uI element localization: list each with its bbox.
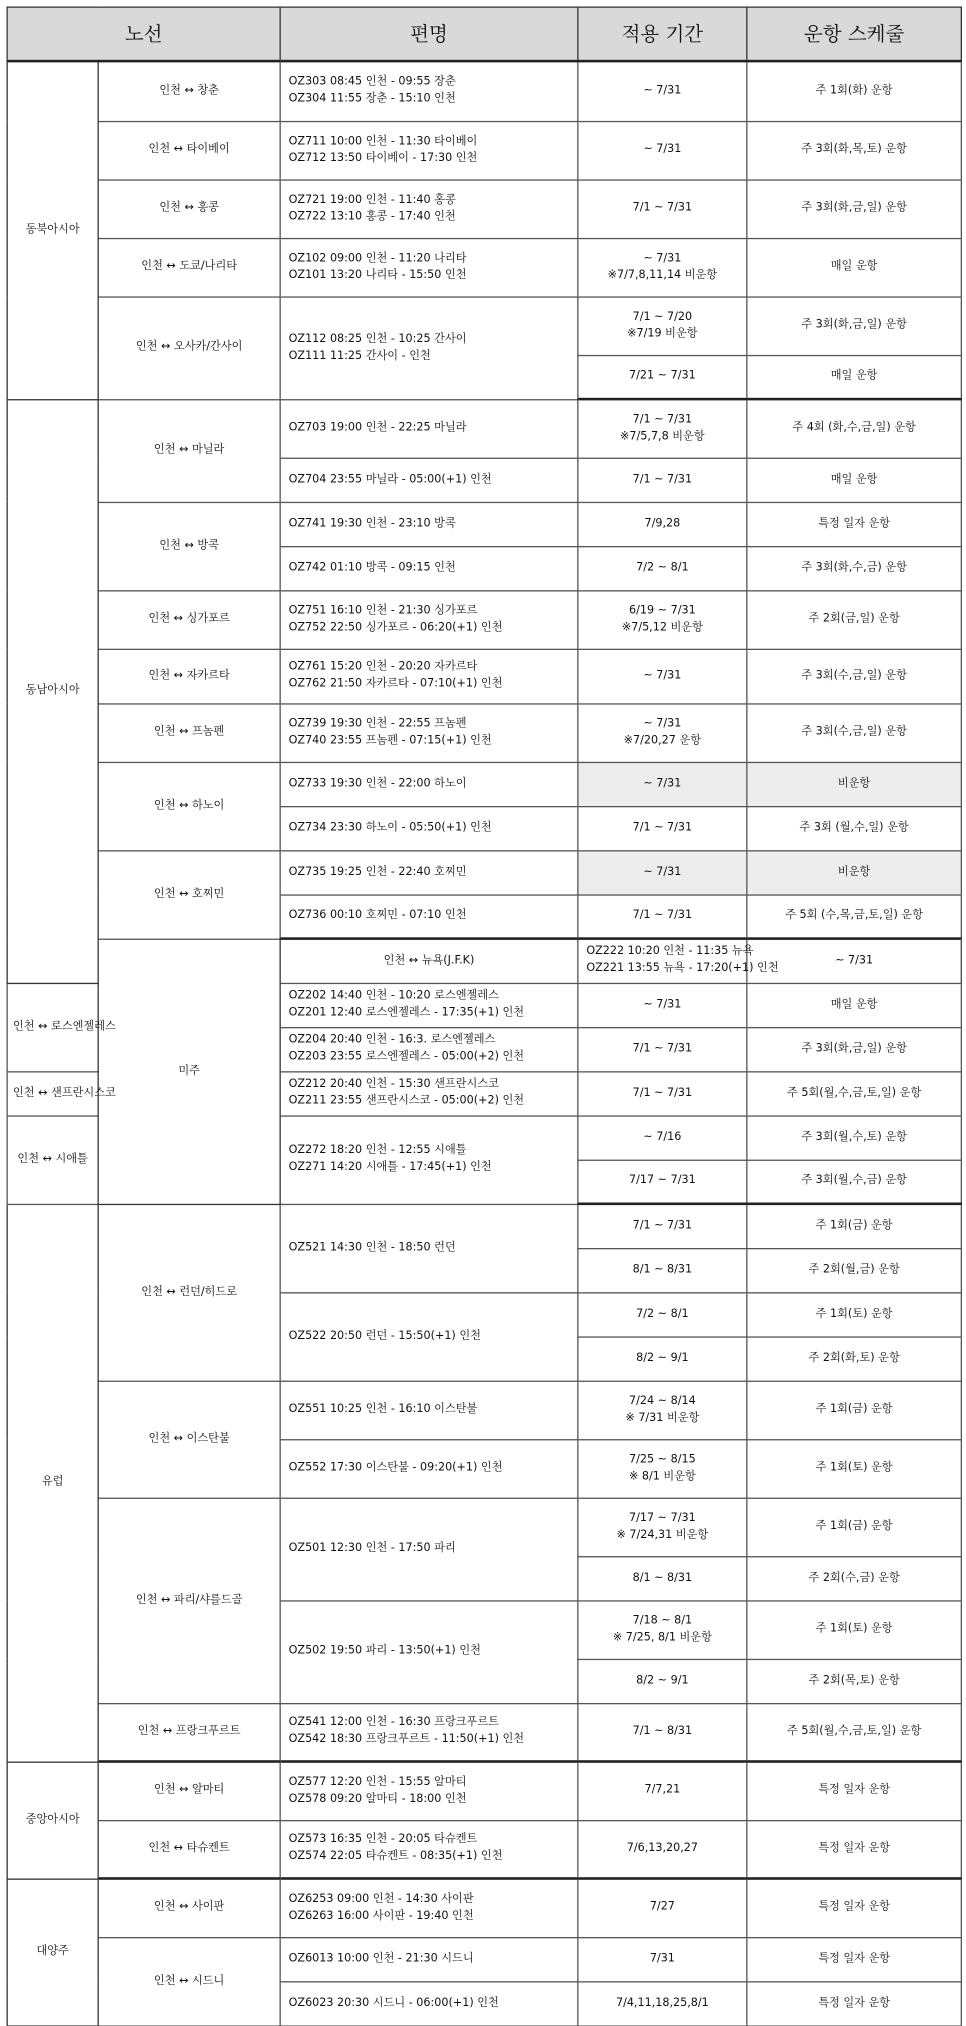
flight-line: OZ304 11:55 장춘 - 15:10 인천	[289, 91, 572, 108]
flight-line: OZ221 13:55 뉴욕 - 17:20(+1) 인천	[586, 961, 741, 978]
schedule-cell: 주 3회(화,금,일) 운항	[747, 1027, 962, 1071]
period-cell	[578, 1659, 747, 1703]
schedule-cell: 주 2회(월,금) 운항	[747, 1248, 962, 1292]
period-cell	[578, 983, 747, 1027]
period-cell	[578, 502, 747, 546]
schedule-cell: 주 1회(토) 운항	[747, 1439, 962, 1498]
flights-cell	[280, 806, 578, 850]
route-cell: 인천 ↔ 오사카/간사이	[98, 296, 280, 399]
table-row	[7, 850, 961, 894]
flights-cell	[280, 458, 578, 502]
period-cell	[578, 1981, 747, 2025]
period-line: 7/1 ~ 7/31	[584, 1041, 741, 1058]
period-cell	[578, 1336, 747, 1380]
schedule-cell: 주 3회(수,금,일) 운항	[747, 703, 962, 762]
period-note: ※7/20,27 운항	[584, 733, 741, 750]
period-line: 7/1 ~ 7/31	[584, 908, 741, 925]
flights-cell	[280, 546, 578, 590]
schedule-cell: 특정 일자 운항	[747, 1981, 962, 2025]
period-cell	[578, 1761, 747, 1820]
header-row	[7, 7, 961, 61]
table-row	[7, 296, 961, 355]
schedule-cell: 주 5회 (수,목,금,토,일) 운항	[747, 894, 962, 938]
table-row	[7, 939, 961, 983]
flight-line: OZ551 10:25 인천 - 16:10 이스탄불	[289, 1401, 572, 1418]
flight-line: OZ204 20:40 인천 - 16:3. 로스엔젤레스	[289, 1032, 572, 1049]
period-cell	[578, 894, 747, 938]
period-line: ~ 7/31	[584, 250, 741, 267]
flight-line: OZ202 14:40 인천 - 10:20 로스엔젤레스	[289, 988, 572, 1005]
flight-line: OZ522 20:50 런던 - 15:50(+1) 인천	[289, 1328, 572, 1345]
period-cell	[578, 1115, 747, 1159]
flight-line: OZ762 21:50 자카르타 - 07:10(+1) 인천	[289, 676, 572, 693]
period-line: 7/25 ~ 8/15	[584, 1451, 741, 1468]
flight-line: OZ6263 16:00 사이판 - 19:40 인천	[289, 1908, 572, 1925]
flight-line: OZ740 23:55 프놈펜 - 07:15(+1) 인천	[289, 733, 572, 750]
schedule-cell: 주 3회(화,금,일) 운항	[747, 296, 962, 355]
table-row	[7, 649, 961, 704]
schedule-cell: 매일 운항	[747, 238, 962, 297]
schedule-cell: 비운항	[747, 762, 962, 806]
schedule-cell: 특정 일자 운항	[747, 1820, 962, 1879]
period-line: 7/1 ~ 8/31	[584, 1723, 741, 1740]
period-cell	[578, 121, 747, 180]
flights-cell	[280, 762, 578, 806]
route-cell: 인천 ↔ 이스탄불	[98, 1381, 280, 1498]
flight-line: OZ222 10:20 인천 - 11:35 뉴욕	[586, 944, 741, 961]
flights-cell	[280, 1292, 578, 1380]
flight-line: OZ111 11:25 간사이 - 인천	[289, 348, 572, 365]
flight-line: OZ501 12:30 인천 - 17:50 파리	[289, 1541, 572, 1558]
table-row	[7, 1204, 961, 1248]
flight-line: OZ272 18:20 인천 - 12:55 시애틀	[289, 1143, 572, 1160]
flights-cell	[280, 502, 578, 546]
schedule-cell: 특정 일자 운항	[747, 502, 962, 546]
flight-line: OZ751 16:10 인천 - 21:30 싱가포르	[289, 603, 572, 620]
schedule-cell: 주 3회 (월,수,일) 운항	[747, 806, 962, 850]
route-cell: 인천 ↔ 프랑크푸르트	[98, 1703, 280, 1762]
period-line: ~ 7/31	[584, 775, 741, 792]
schedule-cell: 주 1회(화) 운항	[747, 61, 962, 121]
flights-cell	[280, 649, 578, 704]
table-row	[7, 179, 961, 238]
schedule-cell: 특정 일자 운항	[747, 1878, 962, 1937]
table-row	[7, 1937, 961, 1981]
period-line: 7/4,11,18,25,8/1	[584, 1995, 741, 2012]
period-line: 7/1 ~ 7/31	[584, 200, 741, 217]
period-line: 8/2 ~ 9/1	[584, 1672, 741, 1689]
period-line: ~ 7/31	[584, 996, 741, 1013]
schedule-cell: 주 2회(목,토) 운항	[747, 1659, 962, 1703]
schedule-cell: 주 3회(월,수,토) 운항	[747, 1115, 962, 1159]
schedule-cell: 주 3회(월,수,금) 운항	[747, 1160, 962, 1204]
period-line: 7/18 ~ 8/1	[584, 1613, 741, 1630]
period-cell	[578, 1204, 747, 1248]
period-cell	[578, 1248, 747, 1292]
period-cell	[578, 1703, 747, 1762]
schedule-cell: 주 1회(토) 운항	[747, 1292, 962, 1336]
flights-cell	[280, 850, 578, 894]
period-cell	[578, 1937, 747, 1981]
flight-line: OZ201 12:40 로스엔젤레스 - 17:35(+1) 인천	[289, 1005, 572, 1022]
table-row	[7, 590, 961, 649]
flight-line: OZ736 00:10 호찌민 - 07:10 인천	[289, 908, 572, 925]
table-row	[7, 1761, 961, 1820]
period-line: 7/1 ~ 7/31	[584, 1218, 741, 1235]
period-line: 7/1 ~ 7/31	[584, 471, 741, 488]
period-line: ~ 7/31	[584, 716, 741, 733]
schedule-cell: 주 2회(금,일) 운항	[747, 590, 962, 649]
flight-line: OZ721 19:00 인천 - 11:40 홍콩	[289, 192, 572, 209]
flight-line: OZ203 23:55 로스엔젤레스 - 05:00(+2) 인천	[289, 1049, 572, 1066]
flights-cell	[280, 1981, 578, 2025]
route-cell: 인천 ↔ 시애틀	[7, 1115, 98, 1203]
period-line: 7/17 ~ 7/31	[584, 1510, 741, 1527]
flight-line: OZ711 10:00 인천 - 11:30 타이베이	[289, 133, 572, 150]
route-cell: 인천 ↔ 창춘	[98, 61, 280, 121]
schedule-cell: 특정 일자 운항	[747, 1761, 962, 1820]
period-note: ※ 7/31 비운항	[584, 1410, 741, 1427]
period-line: 8/1 ~ 8/31	[584, 1262, 741, 1279]
flight-line: OZ735 19:25 인천 - 22:40 호찌민	[289, 864, 572, 881]
flight-line: OZ577 12:20 인천 - 15:55 알마티	[289, 1774, 572, 1791]
period-line: 7/1 ~ 7/31	[584, 412, 741, 429]
route-cell: 인천 ↔ 샌프란시스코	[7, 1071, 98, 1115]
route-cell: 인천 ↔ 마닐라	[98, 399, 280, 502]
route-cell: 인천 ↔ 호찌민	[98, 850, 280, 938]
schedule-cell: 주 1회(금) 운항	[747, 1498, 962, 1557]
period-cell	[578, 61, 747, 121]
schedule-cell: 매일 운항	[747, 458, 962, 502]
flights-cell	[280, 590, 578, 649]
period-line: 7/1 ~ 7/31	[584, 820, 741, 837]
flight-line: OZ703 19:00 인천 - 22:25 마닐라	[289, 420, 572, 437]
period-cell	[578, 649, 747, 704]
period-line: ~ 7/31	[584, 864, 741, 881]
flight-line: OZ541 12:00 인천 - 16:30 프랑크푸르트	[289, 1715, 572, 1732]
route-cell: 인천 ↔ 로스엔젤레스	[7, 983, 98, 1071]
flights-cell	[280, 179, 578, 238]
table-row	[7, 1703, 961, 1762]
period-line: 8/2 ~ 9/1	[584, 1350, 741, 1367]
period-cell	[578, 296, 747, 355]
flights-cell	[578, 939, 747, 983]
route-cell: 인천 ↔ 방콕	[98, 502, 280, 590]
period-line: 7/27	[584, 1900, 741, 1917]
flight-line: OZ722 13:10 홍콩 - 17:40 인천	[289, 209, 572, 226]
table-row	[7, 1498, 961, 1557]
schedule-cell: 주 1회(토) 운항	[747, 1600, 962, 1659]
period-note: ※7/5,12 비운항	[584, 619, 741, 636]
flight-line: OZ712 13:50 타이베이 - 17:30 인천	[289, 150, 572, 167]
flight-line: OZ733 19:30 인천 - 22:00 하노이	[289, 775, 572, 792]
flights-cell	[280, 1820, 578, 1879]
period-cell	[578, 806, 747, 850]
period-line: 7/24 ~ 8/14	[584, 1393, 741, 1410]
flights-cell	[280, 1439, 578, 1498]
route-cell: 인천 ↔ 하노이	[98, 762, 280, 850]
region-cell: 유럽	[7, 1204, 98, 1762]
period-cell	[578, 1381, 747, 1440]
period-line: 7/21 ~ 7/31	[584, 368, 741, 385]
flights-cell	[280, 296, 578, 399]
period-line: 7/31	[584, 1951, 741, 1968]
region-cell: 동남아시아	[7, 399, 98, 983]
flights-cell	[280, 1071, 578, 1115]
flight-line: OZ573 16:35 인천 - 20:05 타슈켄트	[289, 1832, 572, 1849]
period-cell	[578, 1439, 747, 1498]
flight-line: OZ542 18:30 프랑크푸르트 - 11:50(+1) 인천	[289, 1732, 572, 1749]
period-cell	[578, 1292, 747, 1336]
route-cell: 인천 ↔ 홍콩	[98, 179, 280, 238]
period-cell	[578, 1600, 747, 1659]
route-cell: 인천 ↔ 뉴욕(J.F.K)	[280, 939, 578, 983]
schedule-cell: 주 3회(화,금,일) 운항	[747, 179, 962, 238]
period-note: ※ 7/25, 8/1 비운항	[584, 1630, 741, 1647]
flight-line: OZ6023 20:30 시드니 - 06:00(+1) 인천	[289, 1995, 572, 2012]
table-row	[7, 1381, 961, 1440]
flight-line: OZ752 22:50 싱가포르 - 06:20(+1) 인천	[289, 619, 572, 636]
period-line: 7/17 ~ 7/31	[584, 1173, 741, 1190]
period-line: ~ 7/31	[584, 668, 741, 685]
period-line: 7/6,13,20,27	[584, 1840, 741, 1857]
period-line: ~ 7/31	[753, 953, 956, 970]
period-line: 7/1 ~ 7/31	[584, 1085, 741, 1102]
route-cell: 인천 ↔ 알마티	[98, 1761, 280, 1820]
table-row	[7, 703, 961, 762]
schedule-cell: 주 2회(화,토) 운항	[747, 1336, 962, 1380]
flights-cell	[280, 1703, 578, 1762]
flight-line: OZ101 13:20 나리타 - 15:50 인천	[289, 267, 572, 284]
region-cell: 중앙아시아	[7, 1761, 98, 1878]
period-cell	[578, 1556, 747, 1600]
route-cell: 인천 ↔ 파리/샤를드골	[98, 1498, 280, 1703]
period-cell	[578, 703, 747, 762]
period-cell	[578, 1820, 747, 1879]
route-cell: 인천 ↔ 도쿄/나리타	[98, 238, 280, 297]
period-line: 7/1 ~ 7/20	[584, 309, 741, 326]
period-cell	[578, 1071, 747, 1115]
period-cell	[578, 546, 747, 590]
schedule-cell: 매일 운항	[747, 355, 962, 399]
flights-cell	[280, 121, 578, 180]
flights-cell	[280, 1498, 578, 1601]
region-cell: 대양주	[7, 1878, 98, 2025]
period-note: ※7/19 비운항	[584, 326, 741, 343]
table-row	[7, 399, 961, 458]
schedule-cell: 주 4회 (화,수,금,일) 운항	[747, 399, 962, 458]
schedule-cell: 특정 일자 운항	[747, 1937, 962, 1981]
flight-line: OZ303 08:45 인천 - 09:55 장춘	[289, 74, 572, 91]
flights-cell	[280, 1761, 578, 1820]
route-cell: 인천 ↔ 사이판	[98, 1878, 280, 1937]
flight-line: OZ739 19:30 인천 - 22:55 프놈펜	[289, 716, 572, 733]
flights-cell	[280, 1878, 578, 1937]
table-row	[7, 238, 961, 297]
period-cell	[578, 238, 747, 297]
flight-line: OZ6253 09:00 인천 - 14:30 사이판	[289, 1891, 572, 1908]
period-cell	[578, 1160, 747, 1204]
flight-line: OZ734 23:30 하노이 - 05:50(+1) 인천	[289, 820, 572, 837]
flight-line: OZ502 19:50 파리 - 13:50(+1) 인천	[289, 1643, 572, 1660]
schedule-cell: 주 5회(월,수,금,토,일) 운항	[747, 1071, 962, 1115]
flights-cell	[280, 399, 578, 458]
period-note: ※7/5,7,8 비운항	[584, 429, 741, 446]
flight-line: OZ578 09:20 알마티 - 18:00 인천	[289, 1791, 572, 1808]
route-cell: 인천 ↔ 타슈켄트	[98, 1820, 280, 1879]
schedule-cell: 주 1회(금) 운항	[747, 1204, 962, 1248]
table-row	[7, 61, 961, 121]
period-line: 7/9,28	[584, 515, 741, 532]
flight-line: OZ6013 10:00 인천 - 21:30 시드니	[289, 1951, 572, 1968]
region-cell: 미주	[98, 939, 280, 1204]
flight-line: OZ521 14:30 인천 - 18:50 런던	[289, 1240, 572, 1257]
flights-cell	[280, 703, 578, 762]
table-row	[7, 502, 961, 546]
schedule-cell: 주 1회(금) 운항	[747, 1381, 962, 1440]
schedule-cell: 주 3회(수,금,일) 운항	[747, 649, 962, 704]
flight-line: OZ271 14:20 시애틀 - 17:45(+1) 인천	[289, 1160, 572, 1177]
period-note: ※ 7/24,31 비운항	[584, 1527, 741, 1544]
period-line: ~ 7/31	[584, 142, 741, 159]
period-line: 7/2 ~ 8/1	[584, 1306, 741, 1323]
period-line: ~ 7/16	[584, 1129, 741, 1146]
period-cell	[578, 850, 747, 894]
table-row	[7, 1878, 961, 1937]
route-cell: 인천 ↔ 런던/히드로	[98, 1204, 280, 1381]
flight-line: OZ704 23:55 마닐라 - 05:00(+1) 인천	[289, 471, 572, 488]
schedule-cell: 주 3회(화,목,토) 운항	[747, 121, 962, 180]
flight-line: OZ761 15:20 인천 - 20:20 자카르타	[289, 659, 572, 676]
flights-cell	[280, 1600, 578, 1703]
region-cell: 동북아시아	[7, 61, 98, 399]
table-row	[7, 121, 961, 180]
period-cell	[578, 399, 747, 458]
flight-line: OZ212 20:40 인천 - 15:30 샌프란시스코	[289, 1076, 572, 1093]
flight-line: OZ574 22:05 타슈켄트 - 08:35(+1) 인천	[289, 1849, 572, 1866]
period-cell	[578, 762, 747, 806]
schedule-cell: 주 3회(화,수,금) 운항	[747, 546, 962, 590]
flight-schedule-table	[7, 7, 963, 2026]
flights-cell	[280, 1027, 578, 1071]
period-note: ※7/7,8,11,14 비운항	[584, 267, 741, 284]
period-cell	[578, 590, 747, 649]
flight-line: OZ112 08:25 인천 - 10:25 간사이	[289, 331, 572, 348]
period-cell	[578, 1878, 747, 1937]
header-flight: 편명	[280, 7, 578, 61]
flight-line: OZ742 01:10 방콕 - 09:15 인천	[289, 560, 572, 577]
period-cell	[578, 458, 747, 502]
flights-cell	[280, 61, 578, 121]
route-cell: 인천 ↔ 타이베이	[98, 121, 280, 180]
schedule-cell: 주 5회(월,수,금,토,일) 운항	[747, 1703, 962, 1762]
flight-line: OZ211 23:55 샌프란시스코 - 05:00(+2) 인천	[289, 1093, 572, 1110]
schedule-cell: 주 2회(수,금) 운항	[747, 1556, 962, 1600]
period-cell	[747, 939, 962, 983]
period-cell	[578, 179, 747, 238]
header-period: 적용 기간	[578, 7, 747, 61]
schedule-cell: 비운항	[747, 850, 962, 894]
period-cell	[578, 1498, 747, 1557]
schedule-cell: 매일 운항	[747, 983, 962, 1027]
flight-line: OZ741 19:30 인천 - 23:10 방콕	[289, 515, 572, 532]
flights-cell	[280, 894, 578, 938]
period-line: 7/7,21	[584, 1783, 741, 1800]
flights-cell	[280, 983, 578, 1027]
period-note: ※ 8/1 비운항	[584, 1468, 741, 1485]
period-line: 6/19 ~ 7/31	[584, 603, 741, 620]
flights-cell	[280, 1115, 578, 1203]
period-line: 7/2 ~ 8/1	[584, 560, 741, 577]
period-line: ~ 7/31	[584, 83, 741, 100]
header-route: 노선	[7, 7, 280, 61]
flights-cell	[280, 238, 578, 297]
route-cell: 인천 ↔ 프놈펜	[98, 703, 280, 762]
flights-cell	[280, 1937, 578, 1981]
period-cell	[578, 1027, 747, 1071]
flights-cell	[280, 1381, 578, 1440]
table-row	[7, 1820, 961, 1879]
period-line: 8/1 ~ 8/31	[584, 1570, 741, 1587]
flights-cell	[280, 1204, 578, 1292]
route-cell: 인천 ↔ 시드니	[98, 1937, 280, 2025]
route-cell: 인천 ↔ 자카르타	[98, 649, 280, 704]
flight-line: OZ102 09:00 인천 - 11:20 나리타	[289, 250, 572, 267]
period-cell	[578, 355, 747, 399]
route-cell: 인천 ↔ 싱가포르	[98, 590, 280, 649]
header-schedule: 운항 스케줄	[747, 7, 962, 61]
table-row	[7, 762, 961, 806]
flight-line: OZ552 17:30 이스탄불 - 09:20(+1) 인천	[289, 1460, 572, 1477]
